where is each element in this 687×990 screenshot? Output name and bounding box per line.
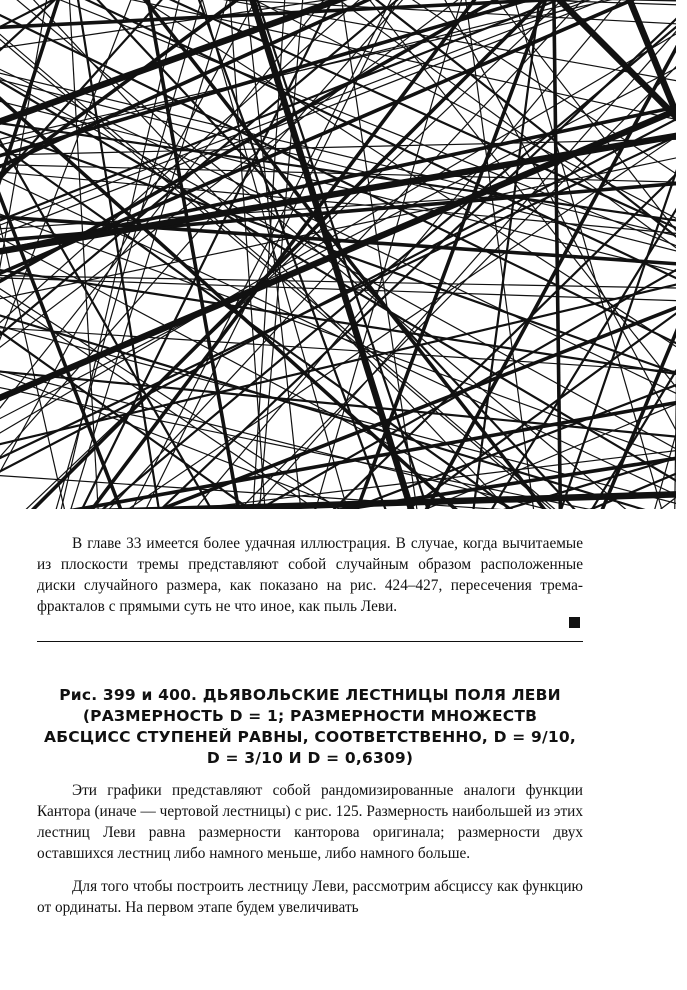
figure-caption-heading: Рис. 399 и 400. ДЬЯВОЛЬСКИЕ ЛЕСТНИЦЫ ПОЛЯ ЛЕВИ (РАЗМЕРНОСТЬ D = 1; РАЗМЕРНОСТИ МНОЖЕСТВ АБСЦИСС СТУПЕНЕЙ РАВНЫ, СООТВЕТСТВЕННО, D = 9/10, D = 3/10 И D = 0,6309): [44, 686, 576, 767]
body-paragraph-2: Эти графики представляют собой рандомизированные аналоги функции Кантора (иначе — чертовой лестницы) с рис. 125. Размерность наибольшей из этих лестниц Леви равна размерности канторова оригинала; размерности двух оставшихся лестниц либо намного меньше, либо намного больше.: [37, 782, 583, 862]
body-paragraph-1: В главе 33 имеется более удачная иллюстрация. В случае, когда вычитаемые из плоскости тремы представляют собой случайным образом расположенные диски случайного размера, как показано на рис. 424–427, пересечения трема-фракталов с прямыми суть не что иное, как пыль Леви.: [37, 535, 583, 615]
body-paragraph-3: Для того чтобы построить лестницу Леви, рассмотрим абсциссу как функцию от ординаты. На первом этапе будем увеличивать: [37, 878, 583, 916]
section-divider: [37, 641, 583, 642]
end-of-proof-icon: [569, 617, 580, 628]
